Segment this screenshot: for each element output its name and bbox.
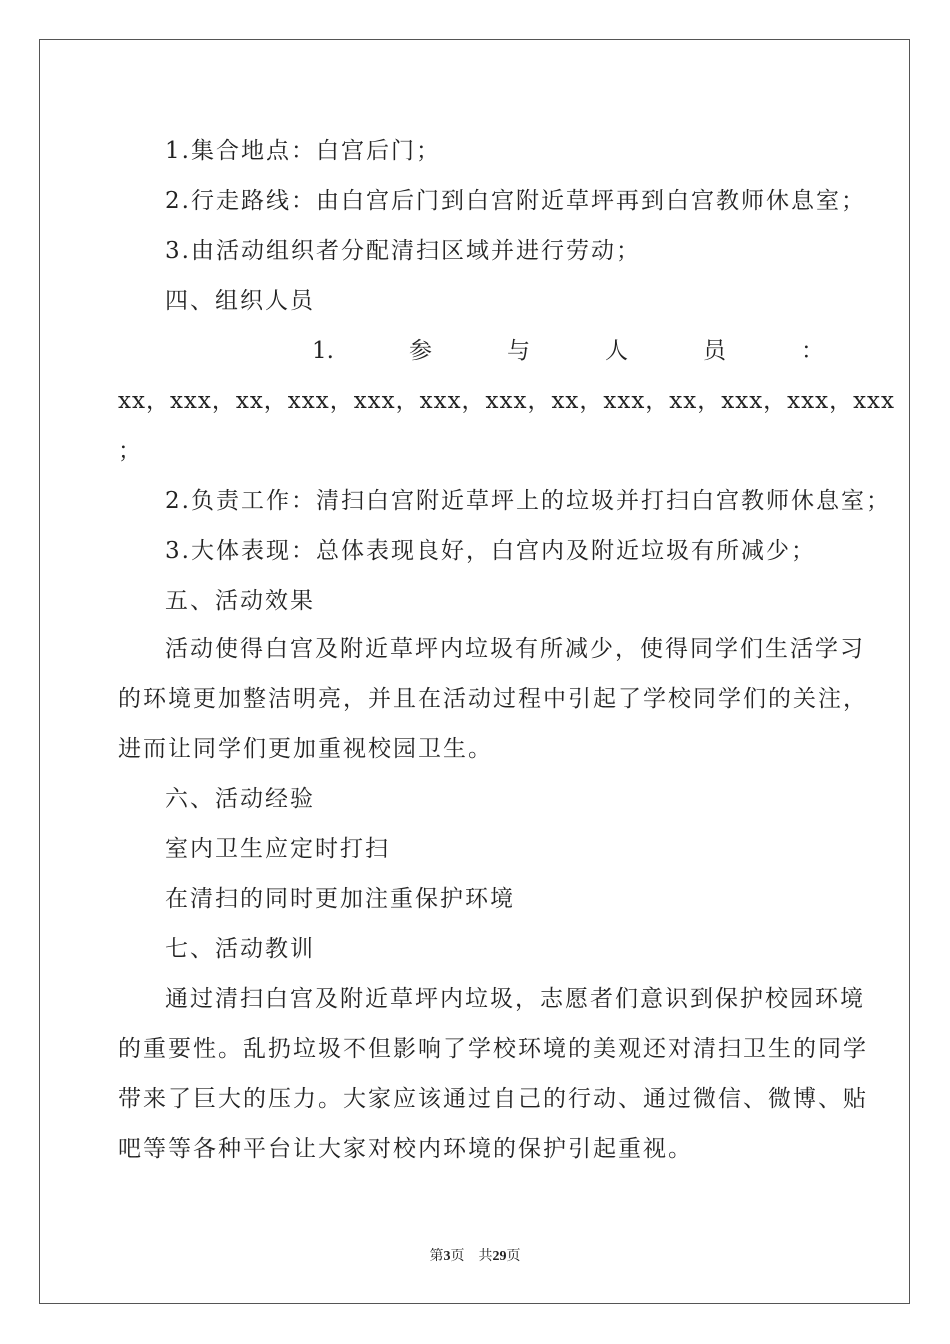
effect-paragraph-line: 的环境更加整洁明亮，并且在活动过程中引起了学校同学们的关注， [118,686,868,712]
participants-label-part: 与 [506,338,530,364]
participants-label-part: 参 [408,338,432,364]
effect-paragraph-line: 进而让同学们更加重视校园卫生。 [118,736,493,762]
effect-paragraph-line: 活动使得白宫及附近草坪内垃圾有所减少，使得同学们生活学习 [165,636,865,662]
footer-page-unit: 页 [450,1249,465,1264]
page-footer [0,1245,950,1265]
section-heading-effect: 五、活动效果 [165,588,315,614]
lesson-paragraph-line: 的重要性。乱扔垃圾不但影响了学校环境的美观还对清扫卫生的同学 [118,1036,868,1062]
task-assignment-line: 3.由活动组织者分配清扫区域并进行劳动； [165,238,641,264]
performance-line: 3.大体表现：总体表现良好，白宫内及附近垃圾有所减少； [165,538,816,564]
participants-end-mark: ； [118,438,143,464]
participants-label-part: 人 [604,338,628,364]
participants-label-part: 1. [312,338,334,364]
participants-label-part: 员 [702,338,726,364]
footer-total-unit: 页 [506,1249,521,1264]
section-heading-lessons: 七、活动教训 [165,936,315,962]
meeting-point-line: 1.集合地点：白宫后门； [165,138,441,164]
participants-label [312,336,824,366]
footer-prefix: 第 [429,1249,444,1264]
route-line: 2.行走路线：由白宫后门到白宫附近草坪再到白宫教师休息室； [165,188,866,214]
page-border [39,39,910,1304]
responsibility-line: 2.负责工作：清扫白宫附近草坪上的垃圾并打扫白宫教师休息室； [165,488,891,514]
footer-page-number: 3 [443,1249,451,1264]
experience-item: 在清扫的同时更加注重保护环境 [165,886,515,912]
experience-item: 室内卫生应定时打扫 [165,836,390,862]
footer-total-pages: 29 [492,1249,507,1264]
participants-label-part: ： [800,338,824,364]
section-heading-organizers: 四、组织人员 [165,288,315,314]
participants-names: xx，xxx，xx，xxx，xxx，xxx，xxx，xx，xxx，xx，xxx，xxx，xxx [118,388,895,414]
section-heading-experience: 六、活动经验 [165,786,315,812]
footer-total-prefix: 共 [478,1249,493,1264]
lesson-paragraph-line: 吧等等各种平台让大家对校内环境的保护引起重视。 [118,1136,693,1162]
lesson-paragraph-line: 带来了巨大的压力。大家应该通过自己的行动、通过微信、微博、贴 [118,1086,868,1112]
lesson-paragraph-line: 通过清扫白宫及附近草坪内垃圾，志愿者们意识到保护校园环境 [165,986,865,1012]
